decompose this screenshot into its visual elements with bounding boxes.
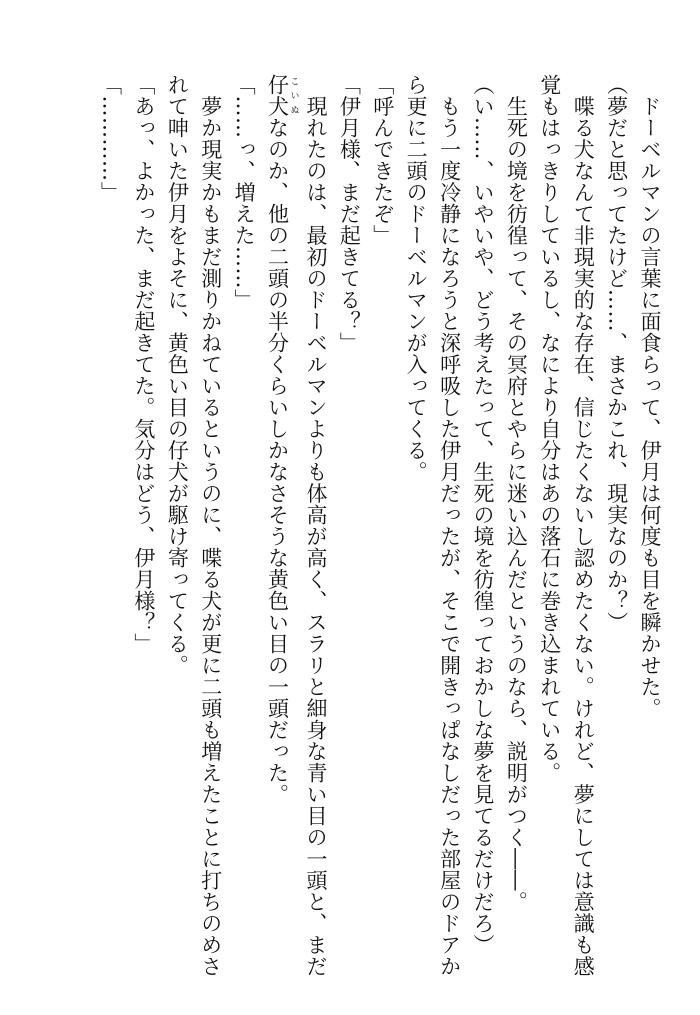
text-line-1: ドーベルマンの言葉に面食らって、伊月は何度も目を瞬かせた。 xyxy=(638,74,662,719)
text-line-3: 喋る犬なんて非現実的な存在、信じたくないし認めたくない。けれど、夢にしては意識も感 xyxy=(571,74,596,977)
ruby-word xyxy=(265,74,299,117)
text-line-15: れて呻いた伊月をよそに、黄色い目の仔犬が駆け寄ってくる。 xyxy=(165,74,190,676)
text-line-12 xyxy=(260,74,298,964)
text-line-7: もう一度冷静になろうと深呼吸した伊月だったが、そこで開きっぱなしだった部屋のドアか xyxy=(437,74,462,977)
ruby-line-rest: なのか、他の二頭の半分くらいしかなさそうな黄色い目の一頭だった。 xyxy=(265,117,290,805)
text-line-11: 現れたのは、最初のドーベルマンよりも体高が高く、スラリと細身な青い目の一頭と、まだ xyxy=(303,74,328,977)
text-line-8: ら更に二頭のドーベルマンが入ってくる。 xyxy=(404,74,429,483)
text-line-16: 「あっ、よかった、まだ起きてた。気分はどう、伊月様？」 xyxy=(131,74,156,655)
text-line-2: （夢だと思ってたけど……、まさかこれ、現実なのか？） xyxy=(604,74,629,633)
text-line-5: 生死の境を彷徨って、その冥府とやらに迷い込んだというのなら、説明がつく――。 xyxy=(504,74,529,913)
text-line-13: 「……っ、増えた……」 xyxy=(232,74,257,311)
vertical-text-body xyxy=(46,74,666,977)
text-line-17: 「…………」 xyxy=(98,74,123,203)
text-line-10: 「伊月様、まだ起きてる？」 xyxy=(337,74,362,354)
ruby-base: 仔犬 xyxy=(265,74,290,117)
ruby-reading: こいぬ xyxy=(288,74,299,117)
text-line-14: 夢か現実かもまだ測りかねているというのに、喋る犬が更に二頭も増えたことに打ちのめさ xyxy=(198,74,223,977)
text-line-9: 「呼んできたぞ」 xyxy=(370,74,395,246)
text-line-4: 覚もはっきりしているし、なにより自分はあの落石に巻き込まれている。 xyxy=(537,74,562,784)
text-line-6: （い……、いやいや、どう考えたって、生死の境を彷徨っておかしな夢を見てるだけだろ） xyxy=(470,74,495,956)
